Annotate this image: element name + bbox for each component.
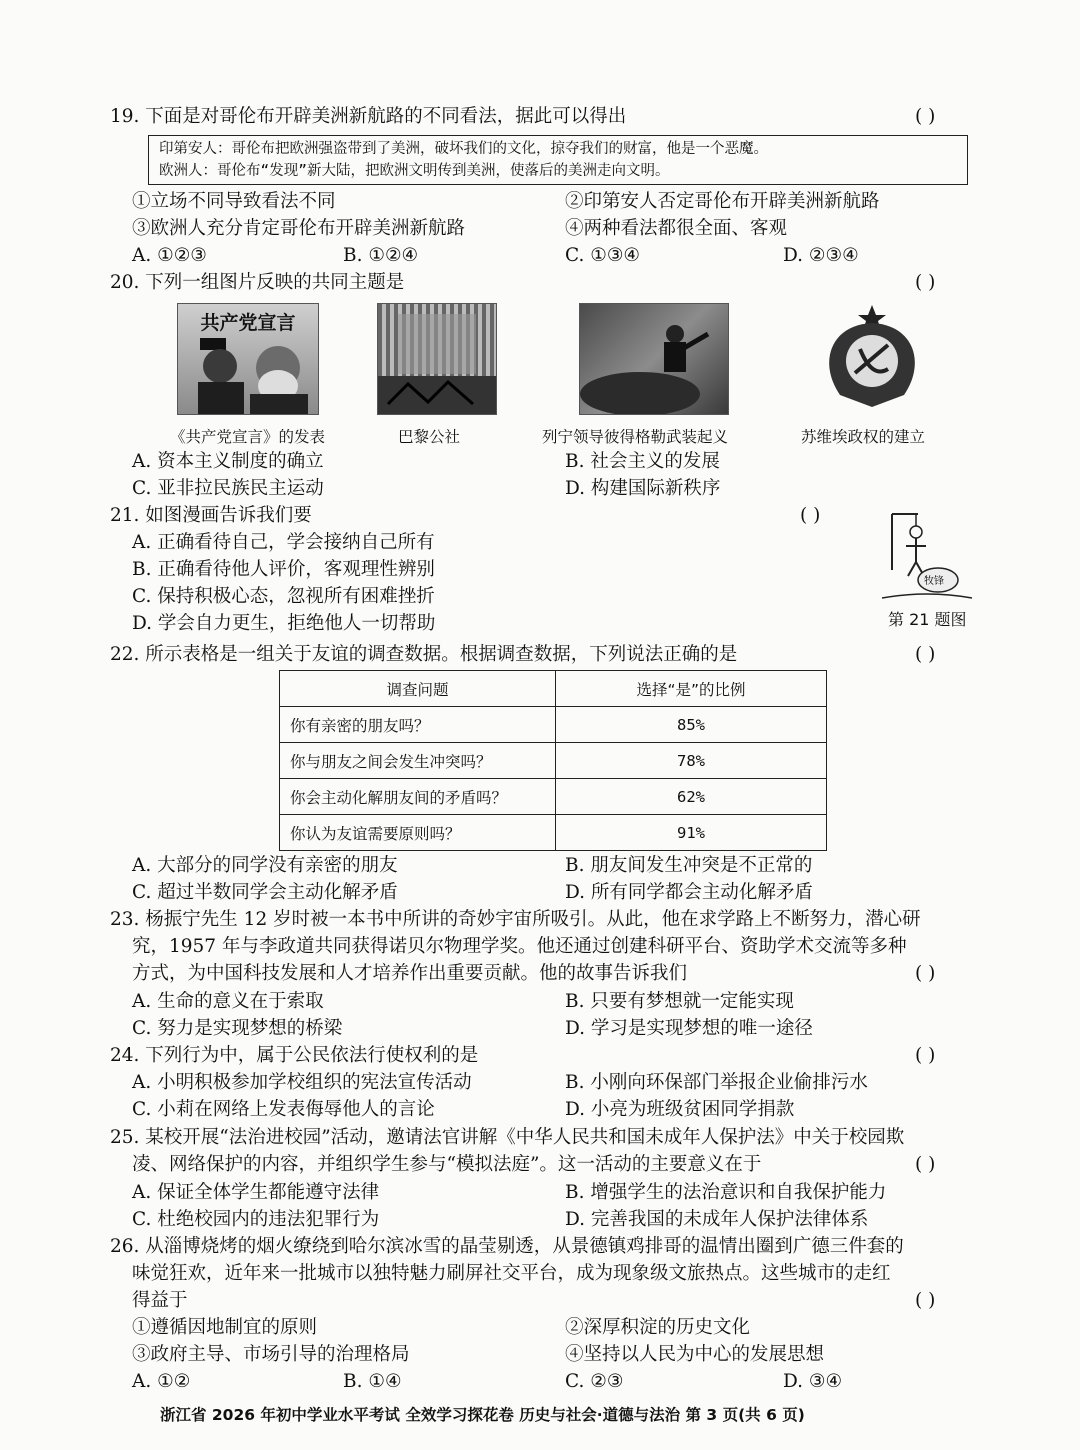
q23-option-a[interactable]: A. 生命的意义在于索取: [132, 991, 324, 1012]
q26-statement-1: ①遵循因地制宜的原则: [132, 1317, 318, 1338]
row-value: 78%: [556, 743, 827, 779]
q19-option-d[interactable]: D. ②③④: [783, 245, 859, 266]
q26-statement-2: ②深厚积淀的历史文化: [565, 1317, 751, 1338]
q21-option-d[interactable]: D. 学会自力更生，拒绝他人一切帮助: [132, 613, 436, 634]
q19-option-c[interactable]: C. ①③④: [565, 245, 641, 266]
table-row: [280, 743, 827, 779]
q21-stem: 21. 如图漫画告诉我们要: [110, 505, 312, 526]
q20-option-d[interactable]: D. 构建国际新秩序: [565, 478, 721, 499]
q26-option-d[interactable]: D. ③④: [783, 1371, 843, 1392]
q21-option-a[interactable]: A. 正确看待自己，学会接纳自己所有: [132, 532, 435, 553]
lenin-speech-drawing: [580, 304, 728, 414]
q23-stem-line-3: 方式，为中国科技发展和人才培养作出重要贡献。他的故事告诉我们: [132, 963, 688, 984]
q26-answer-paren[interactable]: ( ): [915, 1290, 936, 1311]
q26-statement-4: ④坚持以人民为中心的发展思想: [565, 1344, 825, 1365]
q25-option-a[interactable]: A. 保证全体学生都能遵守法律: [132, 1182, 380, 1203]
q26-stem-line-1: 26. 从淄博烧烤的烟火缭绕到哈尔滨冰雪的晶莹剔透，从景德镇鸡排哥的温情出圈到广德三件套的: [110, 1236, 904, 1257]
q25-stem-line-2: 凌、网络保护的内容，并组织学生参与“模拟法庭”。这一活动的主要意义在于: [132, 1154, 762, 1175]
q21-option-c[interactable]: C. 保持积极心态，忽视所有困难挫折: [132, 586, 435, 607]
q23-option-d[interactable]: D. 学习是实现梦想的唯一途径: [565, 1018, 813, 1039]
q20-answer-paren[interactable]: ( ): [915, 272, 936, 293]
q22-answer-paren[interactable]: ( ): [915, 644, 936, 665]
table-row: [280, 779, 827, 815]
q24-stem: 24. 下列行为中，属于公民依法行使权利的是: [110, 1045, 479, 1066]
q25-answer-paren[interactable]: ( ): [915, 1154, 936, 1175]
q19-statement-1: ①立场不同导致看法不同: [132, 191, 336, 212]
caption-soviet-regime: 苏维埃政权的建立: [801, 428, 926, 446]
header-ratio: 选择“是”的比例: [556, 671, 827, 707]
row-value: 62%: [556, 779, 827, 815]
row-question: 你认为友谊需要原则吗？: [280, 815, 556, 851]
q22-option-a[interactable]: A. 大部分的同学没有亲密的朋友: [132, 855, 398, 876]
q22-option-c[interactable]: C. 超过半数同学会主动化解矛盾: [132, 882, 398, 903]
q22-option-b[interactable]: B. 朋友间发生冲突是不正常的: [565, 855, 813, 876]
row-question: 你会主动化解朋友间的矛盾吗？: [280, 779, 556, 815]
q24-option-b[interactable]: B. 小刚向环保部门举报企业偷排污水: [565, 1072, 868, 1093]
q19-quote-box: [148, 135, 968, 185]
communist-manifesto-image: [177, 303, 319, 415]
caption-paris-commune: 巴黎公社: [398, 428, 461, 446]
q20-stem: 20. 下列一组图片反映的共同主题是: [110, 272, 405, 293]
table-row: [280, 707, 827, 743]
q22-option-d[interactable]: D. 所有同学都会主动化解矛盾: [565, 882, 813, 903]
q23-stem-line-2: 究，1957 年与李政道共同获得诺贝尔物理学奖。他还通过创建科研平台、资助学术交流等多种: [132, 936, 907, 957]
q23-answer-paren[interactable]: ( ): [915, 963, 936, 984]
caption-petrograd-uprising: 列宁领导彼得格勒武装起义: [542, 428, 729, 446]
q19-option-b[interactable]: B. ①②④: [343, 245, 419, 266]
q24-answer-paren[interactable]: ( ): [915, 1045, 936, 1066]
q26-stem-line-2: 味觉狂欢，近年来一批城市以独特魅力刷屏社交平台，成为现象级文旅热点。这些城市的走红: [132, 1263, 891, 1284]
q25-option-c[interactable]: C. 杜绝校园内的违法犯罪行为: [132, 1209, 380, 1230]
q19-stem: 19. 下面是对哥伦布开辟美洲新航路的不同看法，据此可以得出: [110, 106, 627, 127]
q25-option-d[interactable]: D. 完善我国的未成年人保护法律体系: [565, 1209, 869, 1230]
q19-quote-indian: 印第安人：哥伦布把欧洲强盗带到了美洲，破坏我们的文化，掠夺我们的财富，他是一个恶魔。: [159, 141, 768, 157]
q25-stem-line-1: 25. 某校开展“法治进校园”活动，邀请法官讲解《中华人民共和国未成年人保护法》中关于校园欺: [110, 1127, 905, 1148]
q26-stem-line-3: 得益于: [132, 1290, 188, 1311]
header-question: 调查问题: [280, 671, 556, 707]
q20-option-a[interactable]: A. 资本主义制度的确立: [132, 451, 324, 472]
q21-option-b[interactable]: B. 正确看待他人评价，客观理性辨别: [132, 559, 435, 580]
row-value: 91%: [556, 815, 827, 851]
q21-figure-caption: 第 21 题图: [888, 610, 967, 629]
table-row: [280, 815, 827, 851]
q20-option-c[interactable]: C. 亚非拉民族民主运动: [132, 478, 324, 499]
q26-option-a[interactable]: A. ①②: [132, 1371, 191, 1392]
q22-stem: 22. 所示表格是一组关于友谊的调查数据。根据调查数据，下列说法正确的是: [110, 644, 738, 665]
q24-option-d[interactable]: D. 小亮为班级贫困同学捐款: [565, 1099, 795, 1120]
q21-cartoon: [880, 510, 975, 602]
q21-cartoon-label: 牧锋: [924, 576, 944, 587]
row-value: 85%: [556, 707, 827, 743]
q19-statement-2: ②印第安人否定哥伦布开辟美洲新航路: [565, 191, 880, 212]
caption-communist-manifesto: 《共产党宣言》的发表: [170, 428, 326, 446]
q25-option-b[interactable]: B. 增强学生的法治意识和自我保护能力: [565, 1182, 887, 1203]
q19-statement-3: ③欧洲人充分肯定哥伦布开辟美洲新航路: [132, 218, 466, 239]
soviet-emblem-image: [810, 303, 935, 413]
q26-statement-3: ③政府主导、市场引导的治理格局: [132, 1344, 410, 1365]
page-footer: 浙江省 2026 年初中学业水平考试 全效学习探花卷 历史与社会·道德与法治 第 3 页(共 6 页): [160, 1406, 805, 1424]
petrograd-uprising-image: [579, 303, 729, 415]
paris-commune-drawing: [378, 304, 496, 414]
q19-answer-paren[interactable]: ( ): [915, 106, 936, 127]
friendship-survey-table: [279, 670, 827, 851]
row-question: 你有亲密的朋友吗？: [280, 707, 556, 743]
q20-option-b[interactable]: B. 社会主义的发展: [565, 451, 720, 472]
soviet-emblem-drawing: [810, 303, 935, 413]
communist-manifesto-title: 共产党宣言: [200, 312, 296, 334]
q19-statement-4: ④两种看法都很全面、客观: [565, 218, 788, 239]
q24-option-a[interactable]: A. 小明积极参加学校组织的宪法宣传活动: [132, 1072, 472, 1093]
marx-engels-portrait: [178, 304, 318, 414]
paris-commune-image: [377, 303, 497, 415]
q26-option-b[interactable]: B. ①④: [343, 1371, 402, 1392]
q24-option-c[interactable]: C. 小莉在网络上发表侮辱他人的言论: [132, 1099, 435, 1120]
row-question: 你与朋友之间会发生冲突吗？: [280, 743, 556, 779]
q26-option-c[interactable]: C. ②③: [565, 1371, 624, 1392]
q23-option-c[interactable]: C. 努力是实现梦想的桥梁: [132, 1018, 343, 1039]
q23-stem-line-1: 23. 杨振宁先生 12 岁时被一本书中所讲的奇妙宇宙所吸引。从此，他在求学路上不断努力，潜心研: [110, 909, 921, 930]
table-header-row: [280, 671, 827, 707]
q21-answer-paren[interactable]: ( ): [800, 505, 821, 526]
q23-option-b[interactable]: B. 只要有梦想就一定能实现: [565, 991, 794, 1012]
q19-quote-european: 欧洲人：哥伦布“发现”新大陆，把欧洲文明传到美洲，使落后的美洲走向文明。: [159, 163, 670, 179]
q19-option-a[interactable]: A. ①②③: [132, 245, 207, 266]
